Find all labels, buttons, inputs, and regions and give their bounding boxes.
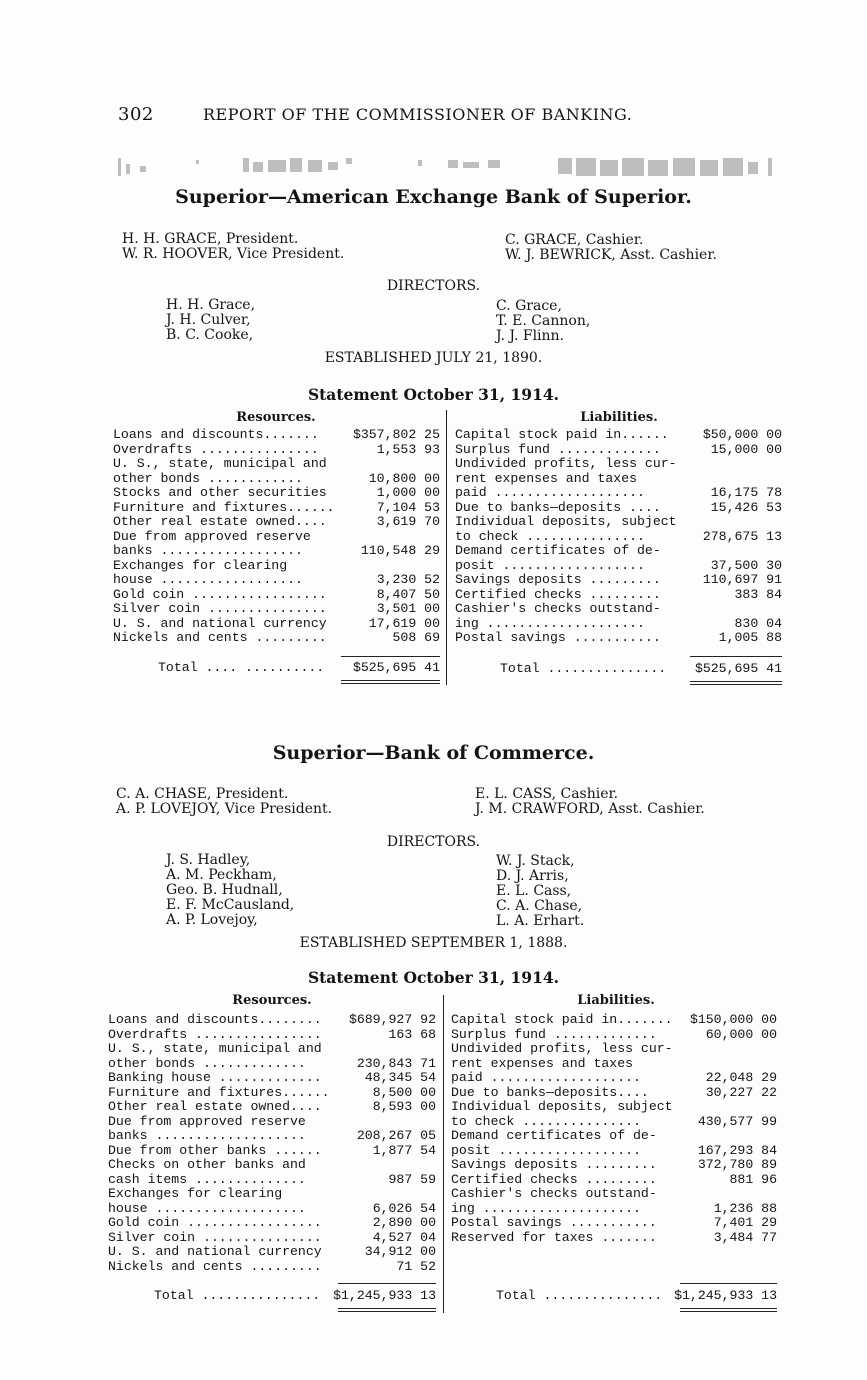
- ledger-item-amount: 2,890 00: [372, 1215, 436, 1230]
- ledger-row: [108, 1172, 436, 1187]
- liabilities-total: $525,695 41: [694, 661, 782, 676]
- ledger-row: [451, 1114, 777, 1129]
- ledger-row: [451, 1027, 777, 1042]
- ledger-row: [455, 587, 782, 602]
- ledger-item-label: Stocks and other securities: [113, 485, 327, 500]
- ledger-row: [451, 1128, 777, 1143]
- ledger-item-label: Due from approved reserve: [108, 1113, 306, 1129]
- ledger-row: [455, 601, 782, 616]
- ledger-item-label: cash items ..............: [108, 1171, 306, 1187]
- ledger-item-label: Gold coin .................: [113, 586, 327, 602]
- ledger-row: [113, 543, 440, 558]
- ledger-item-label: Capital stock paid in......: [455, 427, 669, 442]
- bank-title: Superior—Bank of Commerce.: [272, 742, 595, 764]
- ledger-row: [113, 529, 440, 544]
- ledger-row: [108, 1099, 436, 1114]
- total-label: Total .... ..........: [158, 660, 325, 675]
- ledger-item-label: Due to banks—deposits....: [451, 1084, 649, 1100]
- ledger-item-amount: 60,000 00: [705, 1026, 777, 1042]
- ledger-row: [108, 1085, 436, 1100]
- ledger-item-amount: 4,527 04: [372, 1229, 436, 1245]
- ledger-item-label: Certified checks .........: [455, 586, 661, 602]
- ledger-row: [113, 630, 440, 645]
- ledger-item-amount: 987 59: [388, 1171, 436, 1187]
- ledger-row: [113, 558, 440, 573]
- director: A. P. Lovejoy,: [166, 912, 258, 928]
- ledger-item-label: Capital stock paid in.......: [451, 1012, 673, 1027]
- ledger-item-amount: 7,401 29: [713, 1215, 777, 1230]
- ledger-item-amount: 6,026 54: [372, 1200, 436, 1216]
- resources-total: $525,695 41: [352, 660, 440, 675]
- ledger-row: [451, 1186, 777, 1201]
- ledger-item-label: Individual deposits, subject: [455, 514, 677, 529]
- ledger-item-label: U. S. and national currency: [113, 615, 327, 631]
- ledger-item-label: to check ...............: [451, 1113, 641, 1129]
- ledger-row: [113, 601, 440, 616]
- ledger-item-label: posit ..................: [451, 1142, 641, 1158]
- ledger-item-amount: 17,619 00: [368, 615, 440, 631]
- ledger-item-label: Gold coin .................: [108, 1215, 322, 1230]
- ledger-row: [455, 427, 782, 442]
- ledger-item-amount: 16,175 78: [710, 485, 782, 500]
- ledger-row: [451, 1056, 777, 1071]
- statement-heading: Statement October 31, 1914.: [307, 385, 560, 404]
- director: W. J. Stack,: [496, 853, 575, 869]
- ledger-item-label: Exchanges for clearing: [108, 1186, 283, 1201]
- director: H. H. Grace,: [166, 297, 256, 313]
- ledger-item-label: Checks on other banks and: [108, 1157, 306, 1172]
- ledger-item-label: Certified checks .........: [451, 1171, 657, 1187]
- ledger-item-label: Exchanges for clearing: [113, 557, 288, 573]
- ledger-item-amount: 48,345 54: [364, 1070, 436, 1085]
- ledger-item-amount: $357,802 25: [352, 427, 440, 442]
- ledger-row: [108, 1259, 436, 1274]
- resources-ledger: [108, 1012, 436, 1284]
- total-label: Total ...............: [500, 661, 667, 676]
- ledger-item-label: paid ...................: [455, 485, 645, 500]
- ledger-row: [113, 456, 440, 471]
- total-label: Total ...............: [496, 1288, 663, 1303]
- director: A. M. Peckham,: [166, 867, 277, 883]
- ledger-item-label: Savings deposits .........: [455, 572, 661, 587]
- ledger-row: [108, 1056, 436, 1071]
- statement-heading: Statement October 31, 1914.: [307, 968, 560, 987]
- liabilities-total: $1,245,933 13: [674, 1288, 777, 1303]
- ledger-item-amount: 10,800 00: [368, 470, 440, 486]
- ledger-row: [451, 1215, 777, 1230]
- liabilities-heading: Liabilities.: [580, 410, 658, 425]
- officer-vice-president: A. P. LOVEJOY, Vice President.: [116, 801, 333, 817]
- ledger-item-amount: 15,426 53: [710, 499, 782, 515]
- ledger-item-label: Due from approved reserve: [113, 528, 311, 544]
- ledger-item-label: Furniture and fixtures......: [113, 499, 335, 515]
- ledger-item-amount: 3,484 77: [713, 1229, 777, 1245]
- ledger-item-amount: 34,912 00: [364, 1244, 436, 1259]
- ledger-item-label: banks ..................: [113, 543, 303, 558]
- director: E. F. McCausland,: [166, 897, 295, 913]
- ledger-item-amount: 278,675 13: [702, 528, 782, 544]
- ledger-row: [108, 1041, 436, 1056]
- double-rule: [338, 1308, 436, 1312]
- ledger-item-amount: 1,005 88: [718, 630, 782, 645]
- ledger-item-amount: $150,000 00: [689, 1012, 777, 1027]
- directors-heading: DIRECTORS.: [386, 834, 481, 850]
- ledger-row: [451, 1070, 777, 1085]
- ledger-item-label: rent expenses and taxes: [455, 470, 638, 486]
- liabilities-heading: Liabilities.: [577, 993, 655, 1008]
- resources-ledger: [113, 427, 440, 657]
- ledger-item-label: posit ..................: [455, 557, 645, 573]
- ledger-row: [451, 1172, 777, 1187]
- ledger-item-amount: 8,593 00: [372, 1099, 436, 1114]
- ledger-item-amount: 37,500 30: [710, 557, 782, 573]
- running-title: REPORT OF THE COMMISSIONER OF BANKING.: [203, 105, 633, 124]
- ledger-item-amount: 15,000 00: [710, 441, 782, 457]
- ledger-item-label: Postal savings ...........: [451, 1215, 657, 1230]
- ledger-row: [113, 485, 440, 500]
- ledger-item-label: Individual deposits, subject: [451, 1099, 673, 1114]
- ledger-row: [455, 543, 782, 558]
- ledger-row: [108, 1114, 436, 1129]
- directors-heading: DIRECTORS.: [386, 278, 481, 294]
- ledger-item-amount: 3,230 52: [376, 572, 440, 587]
- ledger-item-label: Loans and discounts........: [108, 1012, 322, 1027]
- director: C. A. Chase,: [496, 898, 583, 914]
- ledger-item-label: Due to banks—deposits ....: [455, 499, 661, 515]
- ledger-row: [455, 558, 782, 573]
- resources-heading: Resources.: [232, 993, 312, 1008]
- director: L. A. Erhart.: [496, 913, 585, 929]
- ledger-item-label: Undivided profits, less cur-: [455, 456, 677, 471]
- director: B. C. Cooke,: [166, 327, 254, 343]
- ledger-item-amount: 8,407 50: [376, 586, 440, 602]
- ledger-item-amount: 8,500 00: [372, 1084, 436, 1100]
- resources-total-row: [158, 660, 440, 676]
- director: D. J. Arris,: [496, 868, 569, 884]
- ledger-row: [113, 471, 440, 486]
- ledger-item-label: Other real estate owned....: [113, 514, 327, 529]
- ledger-item-label: Overdrafts ................: [108, 1026, 322, 1042]
- ledger-row: [113, 514, 440, 529]
- ledger-row: [455, 572, 782, 587]
- ledger-item-label: Postal savings ...........: [455, 630, 661, 645]
- liabilities-total-row: [496, 1288, 777, 1304]
- ledger-item-amount: 22,048 29: [705, 1070, 777, 1085]
- ledger-item-label: Demand certificates of de-: [455, 543, 661, 558]
- ledger-item-amount: 3,619 70: [376, 514, 440, 529]
- double-rule: [341, 680, 440, 684]
- ledger-item-amount: 7,104 53: [376, 499, 440, 515]
- ledger-item-amount: 881 96: [729, 1171, 777, 1187]
- director: J. H. Culver,: [166, 312, 251, 328]
- total-label: Total ...............: [154, 1288, 321, 1303]
- ledger-item-amount: 1,000 00: [376, 485, 440, 500]
- ledger-row: [455, 456, 782, 471]
- ledger-item-label: banks ...................: [108, 1128, 306, 1143]
- ledger-row: [108, 1128, 436, 1143]
- director: J. S. Hadley,: [166, 852, 251, 868]
- ledger-item-label: Overdrafts ...............: [113, 441, 319, 457]
- officer-asst-cashier: J. M. CRAWFORD, Asst. Cashier.: [475, 801, 705, 817]
- ledger-item-amount: 830 04: [734, 615, 782, 631]
- established-date: ESTABLISHED JULY 21, 1890.: [324, 350, 543, 366]
- officer-president: H. H. GRACE, President.: [122, 231, 299, 247]
- ledger-row: [451, 1012, 777, 1027]
- director: T. E. Cannon,: [496, 313, 591, 329]
- ledger-row: [455, 529, 782, 544]
- ledger-item-label: other bonds ............: [113, 470, 303, 486]
- column-divider: [443, 995, 444, 1313]
- ledger-row: [108, 1230, 436, 1245]
- ledger-row: [455, 500, 782, 515]
- ledger-item-label: Demand certificates of de-: [451, 1128, 657, 1143]
- ledger-row: [113, 427, 440, 442]
- ledger-row: [108, 1012, 436, 1027]
- ledger-item-label: Nickels and cents .........: [108, 1258, 322, 1274]
- ledger-item-label: Loans and discounts.......: [113, 427, 319, 442]
- ledger-row: [451, 1201, 777, 1216]
- ledger-item-label: Banking house .............: [108, 1070, 322, 1085]
- ledger-item-label: Due from other banks ......: [108, 1142, 322, 1158]
- ledger-item-amount: 208,267 05: [356, 1128, 436, 1143]
- ledger-item-amount: 71 52: [396, 1258, 436, 1274]
- officer-cashier: E. L. CASS, Cashier.: [475, 786, 619, 802]
- ledger-item-label: Surplus fund .............: [451, 1026, 657, 1042]
- officer-cashier: C. GRACE, Cashier.: [505, 232, 644, 248]
- director: E. L. Cass,: [496, 883, 572, 899]
- ledger-item-amount: 383 84: [734, 586, 782, 602]
- ledger-row: [113, 572, 440, 587]
- ledger-item-amount: 3,501 00: [376, 601, 440, 616]
- ledger-row: [455, 616, 782, 631]
- ledger-item-amount: 1,877 54: [372, 1142, 436, 1158]
- ledger-item-amount: 163 68: [388, 1026, 436, 1042]
- ledger-item-amount: 1,236 88: [713, 1200, 777, 1216]
- ledger-item-label: U. S., state, municipal and: [108, 1041, 322, 1056]
- officer-vice-president: W. R. HOOVER, Vice President.: [122, 246, 345, 262]
- ledger-item-amount: 110,548 29: [360, 543, 440, 558]
- established-date: ESTABLISHED SEPTEMBER 1, 1888.: [299, 935, 568, 951]
- ledger-item-label: Savings deposits .........: [451, 1157, 657, 1172]
- ledger-row: [108, 1143, 436, 1158]
- ledger-item-label: ing ....................: [455, 615, 645, 631]
- ledger-item-label: Nickels and cents .........: [113, 630, 327, 645]
- ledger-row: [455, 630, 782, 645]
- ledger-row: [108, 1157, 436, 1172]
- liabilities-ledger: [455, 427, 782, 657]
- ledger-item-amount: 1,553 93: [376, 441, 440, 457]
- ledger-item-amount: 30,227 22: [705, 1084, 777, 1100]
- ledger-item-amount: 230,843 71: [356, 1055, 436, 1071]
- resources-total-row: [154, 1288, 436, 1304]
- column-divider: [446, 410, 447, 685]
- ledger-row: [108, 1244, 436, 1259]
- ledger-item-label: Silver coin ...............: [113, 601, 327, 616]
- resources-heading: Resources.: [236, 410, 316, 425]
- ledger-item-amount: $50,000 00: [702, 427, 782, 442]
- resources-total: $1,245,933 13: [333, 1288, 436, 1303]
- ledger-item-amount: $689,927 92: [348, 1012, 436, 1027]
- ledger-row: [451, 1099, 777, 1114]
- ledger-item-label: U. S., state, municipal and: [113, 456, 327, 471]
- ledger-item-label: other bonds .............: [108, 1055, 306, 1071]
- ledger-item-label: Cashier's checks outstand-: [451, 1186, 657, 1201]
- ledger-item-label: paid ...................: [451, 1070, 641, 1085]
- ledger-row: [451, 1157, 777, 1172]
- print-smudge: [118, 154, 783, 180]
- ledger-item-amount: 110,697 91: [702, 572, 782, 587]
- ledger-row: [455, 471, 782, 486]
- total-rule: [690, 656, 782, 657]
- ledger-row: [113, 442, 440, 457]
- double-rule: [680, 1308, 777, 1312]
- ledger-row: [455, 442, 782, 457]
- ledger-row: [451, 1143, 777, 1158]
- ledger-item-amount: 508 69: [392, 630, 440, 645]
- ledger-item-amount: 430,577 99: [697, 1113, 777, 1129]
- total-rule: [338, 1283, 436, 1284]
- ledger-row: [113, 587, 440, 602]
- ledger-item-label: Cashier's checks outstand-: [455, 601, 661, 616]
- page-number: 302: [118, 104, 154, 125]
- director: Geo. B. Hudnall,: [166, 882, 283, 898]
- liabilities-ledger: [451, 1012, 777, 1256]
- ledger-row: [451, 1041, 777, 1056]
- ledger-item-label: Furniture and fixtures......: [108, 1084, 330, 1100]
- ledger-row: [108, 1027, 436, 1042]
- ledger-item-label: rent expenses and taxes: [451, 1055, 634, 1071]
- ledger-item-label: ing ....................: [451, 1200, 641, 1216]
- double-rule: [690, 681, 782, 685]
- ledger-row: [108, 1201, 436, 1216]
- total-rule: [680, 1283, 777, 1284]
- total-rule: [341, 656, 440, 657]
- ledger-item-amount: 167,293 84: [697, 1142, 777, 1158]
- ledger-row: [455, 485, 782, 500]
- officer-asst-cashier: W. J. BEWRICK, Asst. Cashier.: [505, 247, 717, 263]
- ledger-row: [451, 1085, 777, 1100]
- ledger-item-label: Silver coin ...............: [108, 1229, 322, 1245]
- ledger-item-label: Other real estate owned....: [108, 1099, 322, 1114]
- ledger-item-amount: 372,780 89: [697, 1157, 777, 1172]
- ledger-row: [108, 1070, 436, 1085]
- ledger-item-label: house ..................: [113, 572, 303, 587]
- ledger-item-label: U. S. and national currency: [108, 1244, 322, 1259]
- bank-title: Superior—American Exchange Bank of Superior.: [175, 186, 692, 208]
- ledger-item-label: to check ...............: [455, 528, 645, 544]
- ledger-row: [455, 514, 782, 529]
- director: J. J. Flinn.: [496, 328, 565, 344]
- officer-president: C. A. CHASE, President.: [116, 786, 289, 802]
- ledger-item-label: Undivided profits, less cur-: [451, 1041, 673, 1056]
- ledger-item-label: Reserved for taxes .......: [451, 1229, 657, 1245]
- liabilities-total-row: [500, 661, 782, 677]
- ledger-item-label: Surplus fund .............: [455, 441, 661, 457]
- ledger-row: [451, 1230, 777, 1245]
- director: C. Grace,: [496, 298, 562, 314]
- ledger-row: [113, 616, 440, 631]
- ledger-item-label: house ...................: [108, 1200, 306, 1216]
- ledger-row: [108, 1186, 436, 1201]
- ledger-row: [113, 500, 440, 515]
- ledger-row: [108, 1215, 436, 1230]
